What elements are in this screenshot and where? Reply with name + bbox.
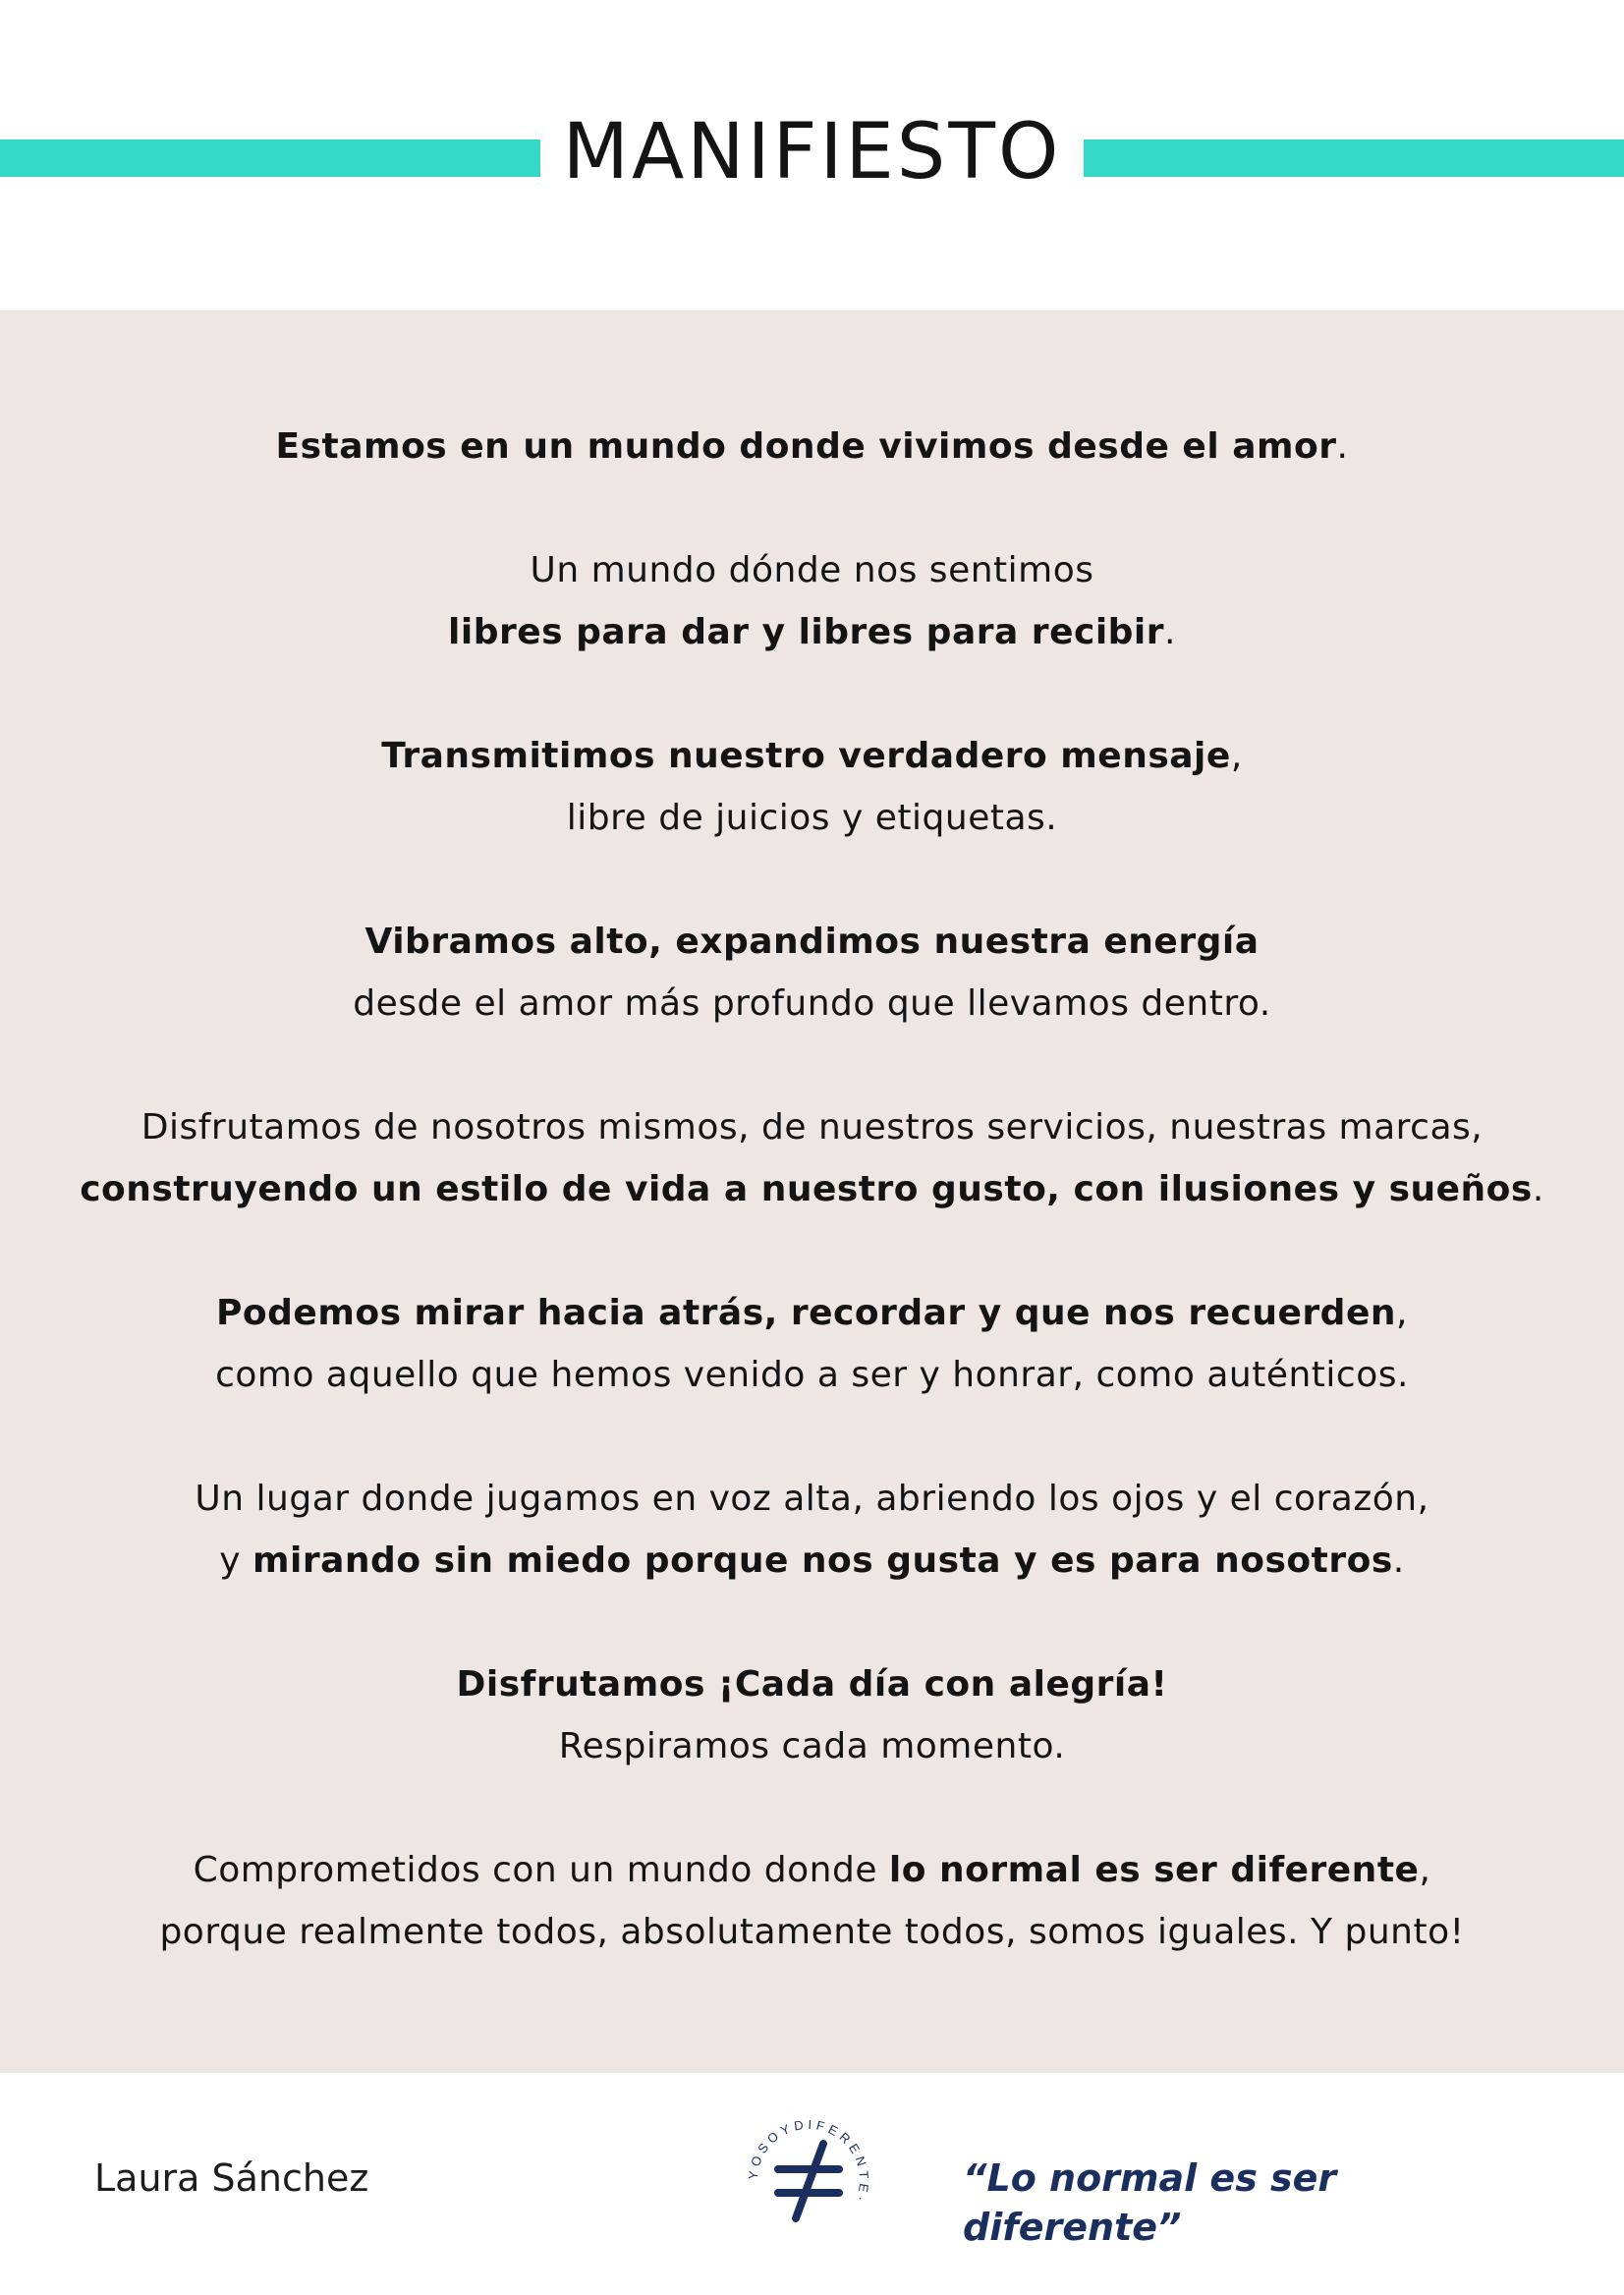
logo-ring-text: YOSOYDIFERENTE· [745, 2116, 872, 2208]
text-segment: . [1532, 1169, 1544, 1209]
not-equal-logo-icon [743, 2114, 874, 2246]
manifesto-line [0, 725, 1624, 787]
manifesto-line [0, 1468, 1624, 1530]
bold-text: Podemos mirar hacia atrás, recordar y que nos recuerden [216, 1293, 1396, 1333]
text-segment: y [219, 1540, 253, 1581]
text-segment: Un mundo dónde nos sentimos [530, 550, 1094, 590]
manifesto-paragraph [0, 1839, 1624, 1963]
author-name: Laura Sánchez [94, 2156, 369, 2200]
manifesto-panel [0, 310, 1624, 2073]
bold-text: Transmitimos nuestro verdadero mensaje [381, 736, 1231, 776]
accent-bar-left [0, 140, 540, 177]
manifesto-line [0, 1344, 1624, 1406]
page-header [0, 0, 1624, 310]
manifesto-paragraph [0, 416, 1624, 477]
manifesto-paragraph [0, 1468, 1624, 1592]
manifesto-line [0, 1839, 1624, 1901]
text-segment: , [1230, 736, 1243, 776]
manifesto-line [0, 601, 1624, 663]
manifesto-text [0, 416, 1624, 2025]
text-segment: Un lugar donde jugamos en voz alta, abriendo los ojos y el corazón, [195, 1479, 1429, 1519]
text-segment: , [1419, 1850, 1431, 1890]
manifesto-line [0, 1715, 1624, 1777]
bold-text: Estamos en un mundo donde vivimos desde el amor [275, 426, 1337, 467]
manifesto-paragraph [0, 911, 1624, 1035]
text-segment: como aquello que hemos venido a ser y honrar, como auténticos. [215, 1355, 1409, 1395]
manifesto-line [0, 1282, 1624, 1344]
text-segment: desde el amor más profundo que llevamos dentro. [353, 983, 1271, 1024]
manifesto-paragraph [0, 539, 1624, 663]
manifesto-line [0, 911, 1624, 973]
manifesto-line [0, 787, 1624, 849]
text-segment: . [1336, 426, 1349, 467]
bold-text: lo normal es ser diferente [888, 1850, 1420, 1890]
manifesto-line [0, 539, 1624, 601]
text-segment: Disfrutamos de nosotros mismos, de nuestros servicios, nuestras marcas, [140, 1107, 1484, 1148]
accent-bar-right [1084, 140, 1624, 177]
text-segment: Comprometidos con un mundo donde [193, 1850, 889, 1890]
bold-text: construyendo un estilo de vida a nuestro gusto, con ilusiones y sueños [80, 1169, 1533, 1209]
manifesto-line [0, 1158, 1624, 1220]
manifesto-line [0, 1096, 1624, 1158]
manifesto-paragraph [0, 725, 1624, 849]
bold-text: mirando sin miedo porque nos gusta y es para nosotros [252, 1540, 1393, 1581]
page-title: MANIFIESTO [562, 108, 1062, 196]
text-segment: . [1164, 612, 1176, 652]
page-footer [0, 2073, 1624, 2295]
bold-text: Disfrutamos ¡Cada día con alegría! [456, 1664, 1168, 1705]
manifesto-paragraph [0, 1096, 1624, 1220]
manifesto-line [0, 973, 1624, 1035]
text-segment: , [1396, 1293, 1408, 1333]
manifesto-paragraph [0, 1282, 1624, 1406]
manifesto-line [0, 1530, 1624, 1592]
bold-text: Vibramos alto, expandimos nuestra energía [364, 922, 1260, 962]
text-segment: porque realmente todos, absolutamente todos, somos iguales. Y punto! [159, 1912, 1465, 1952]
slogan: “Lo normal es ser diferente” [963, 2156, 1337, 2249]
manifesto-line [0, 416, 1624, 477]
bold-text: libres para dar y libres para recibir [448, 612, 1165, 652]
manifesto-paragraph [0, 1653, 1624, 1777]
manifesto-line [0, 1901, 1624, 1963]
text-segment: libre de juicios y etiquetas. [566, 798, 1058, 838]
text-segment: . [1392, 1540, 1405, 1581]
manifesto-line [0, 1653, 1624, 1715]
text-segment: Respiramos cada momento. [558, 1726, 1066, 1766]
